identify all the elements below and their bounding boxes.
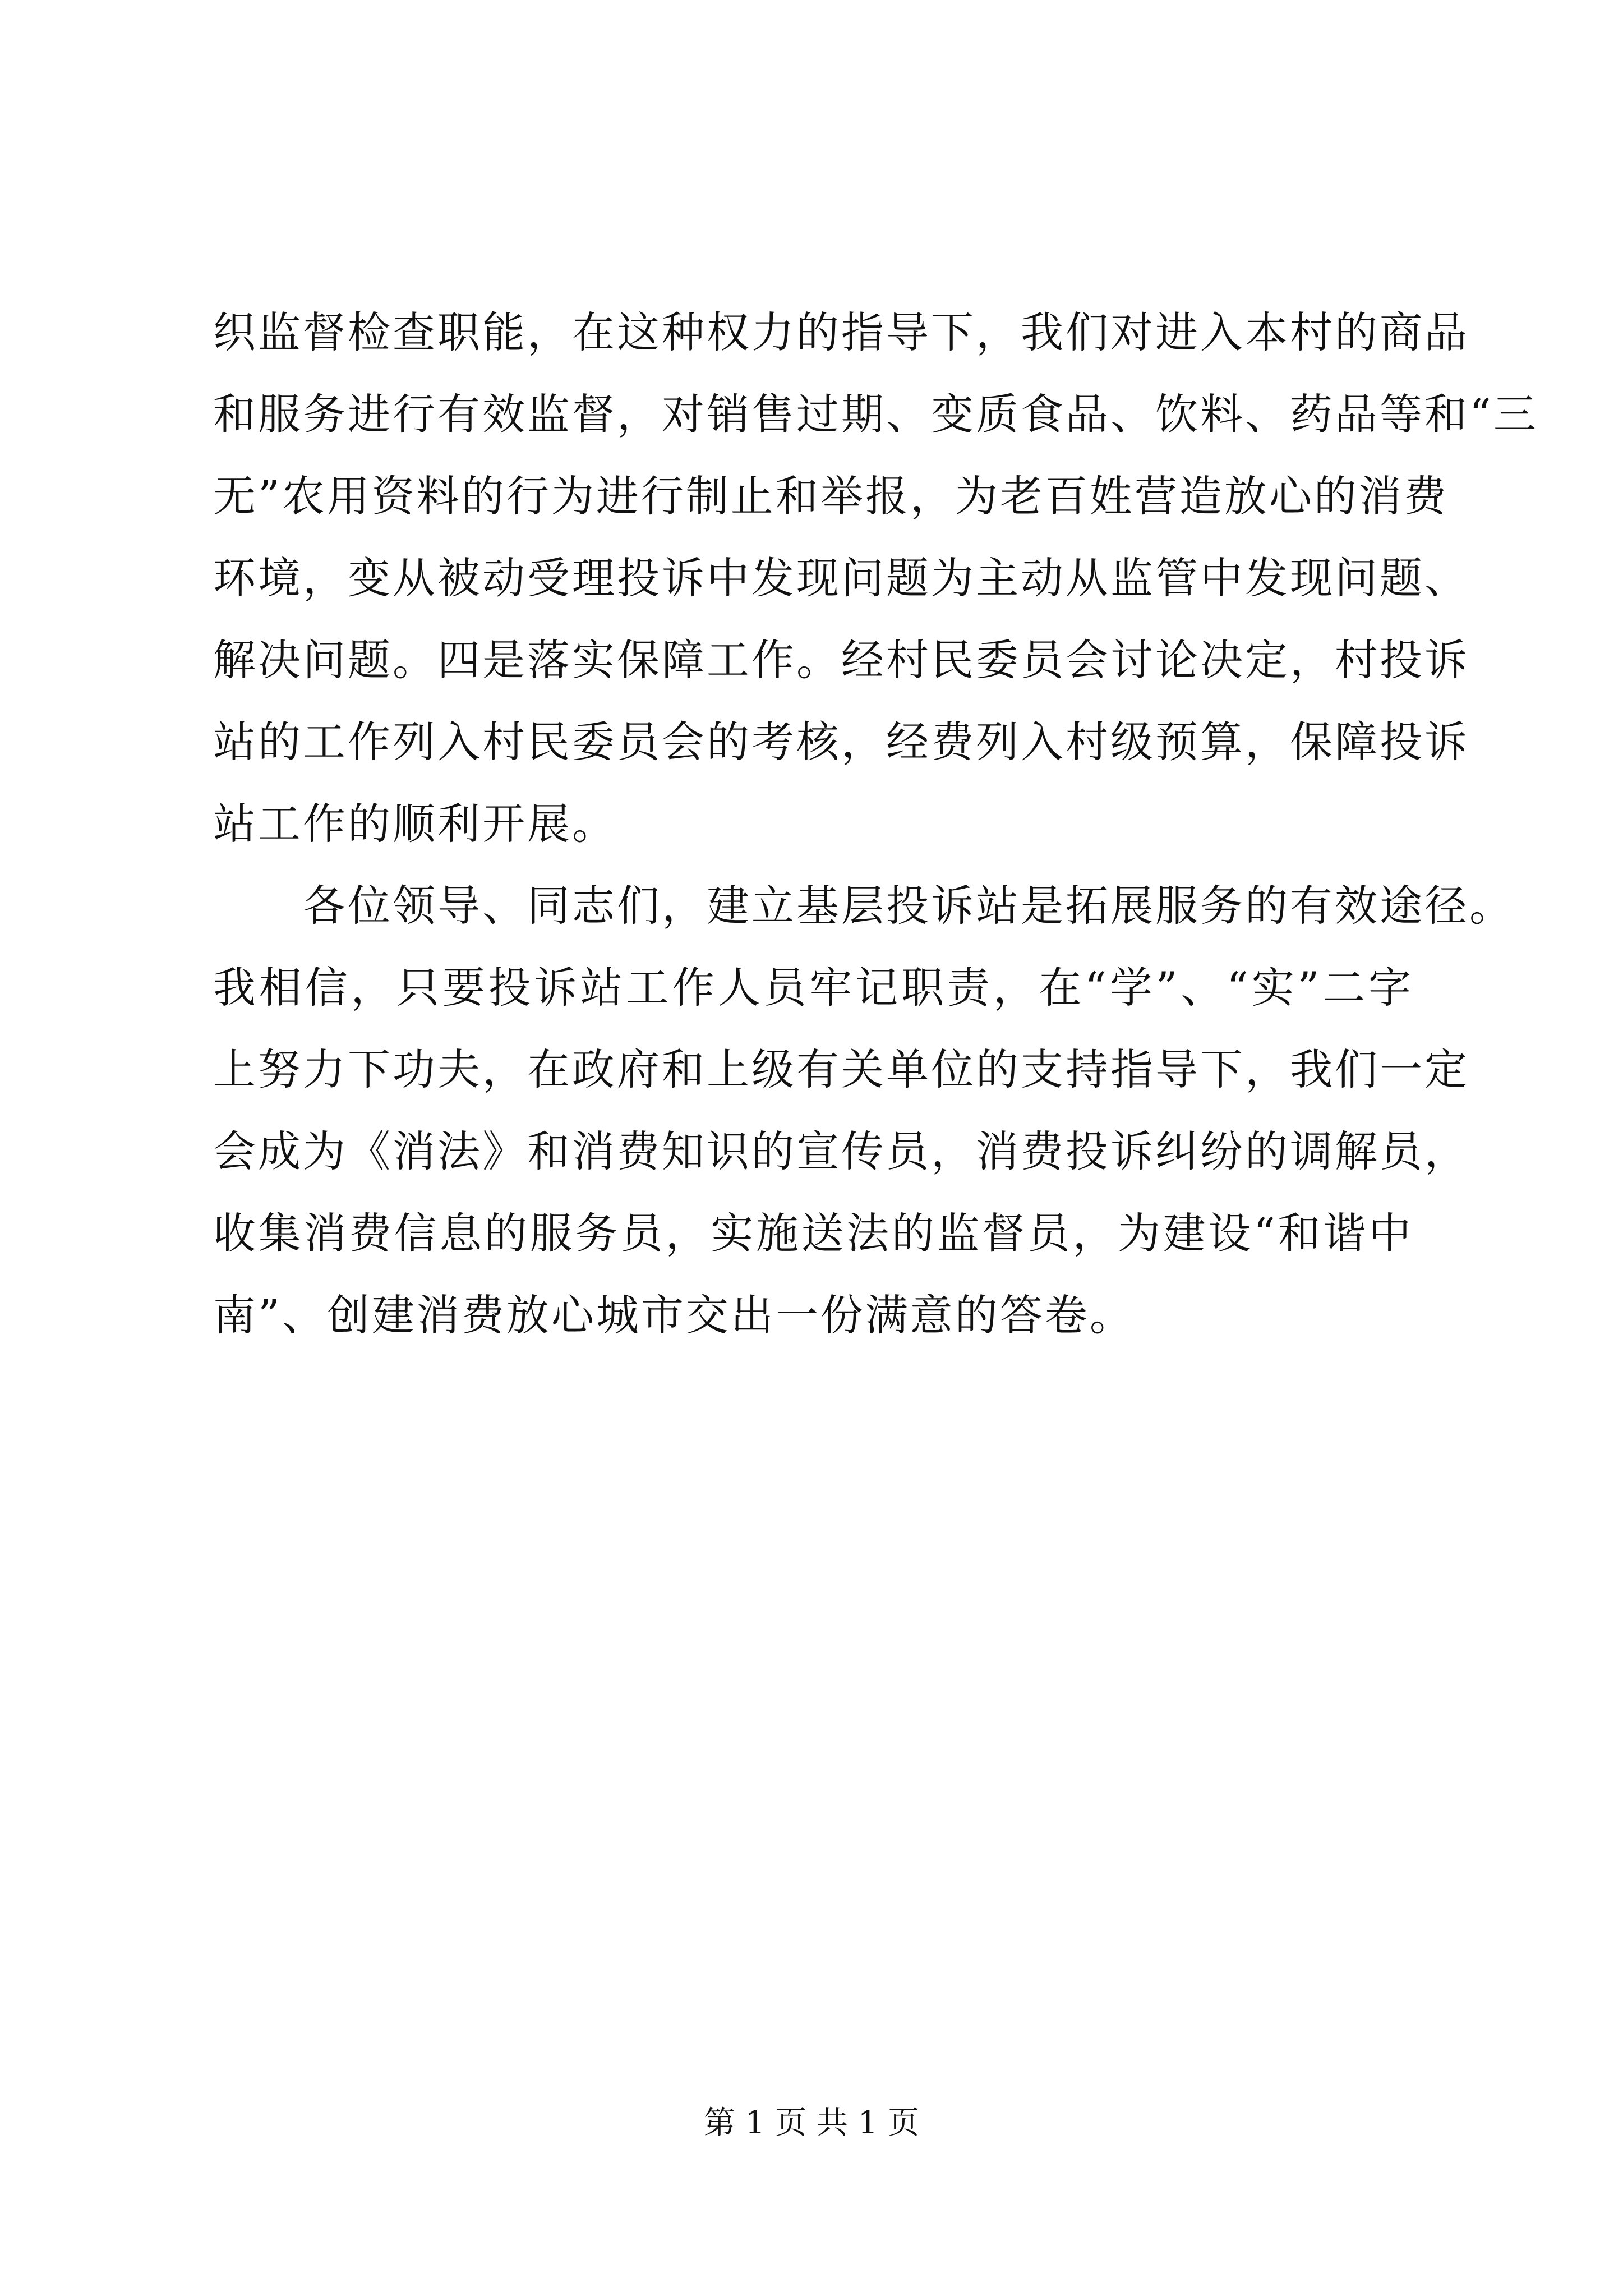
paragraph-2 — [213, 865, 1514, 1356]
paragraph-1 — [213, 292, 1538, 865]
text-line: 织监督检查职能，在这种权力的指导下，我们对进入本村的商品 — [213, 307, 1469, 357]
text-line: 环境，变从被动受理投诉中发现问题为主动从监管中发现问题、 — [213, 553, 1469, 603]
text-line: 无”农用资料的行为进行制止和举报，为老百姓营造放心的消费 — [213, 471, 1449, 521]
text-line: 站的工作列入村民委员会的考核，经费列入村级预算，保障投诉 — [213, 717, 1469, 767]
text-line: 和服务进行有效监督，对销售过期、变质食品、饮料、药品等和“三 — [213, 389, 1538, 439]
page-number-footer: 第 1 页 共 1 页 — [703, 2105, 920, 2141]
text-line: 解决问题。四是落实保障工作。经村民委员会讨论决定，村投诉 — [213, 635, 1469, 685]
text-line: 收集消费信息的服务员，实施送法的监督员，为建设“和谐中 — [213, 1208, 1413, 1258]
document-body — [213, 292, 1538, 1356]
text-line: 上努力下功夫，在政府和上级有关单位的支持指导下，我们一定 — [213, 1045, 1469, 1094]
text-line: 各位领导、同志们，建立基层投诉站是拓展服务的有效途径。 — [303, 881, 1514, 931]
text-line: 站工作的顺利开展。 — [213, 799, 617, 849]
text-line: 我相信，只要投诉站工作人员牢记职责，在“学”、“实”二字 — [213, 963, 1413, 1013]
text-line: 南”、创建消费放心城市交出一份满意的答卷。 — [213, 1290, 1135, 1340]
text-line: 会成为《消法》和消费知识的宣传员，消费投诉纠纷的调解员， — [213, 1126, 1469, 1176]
